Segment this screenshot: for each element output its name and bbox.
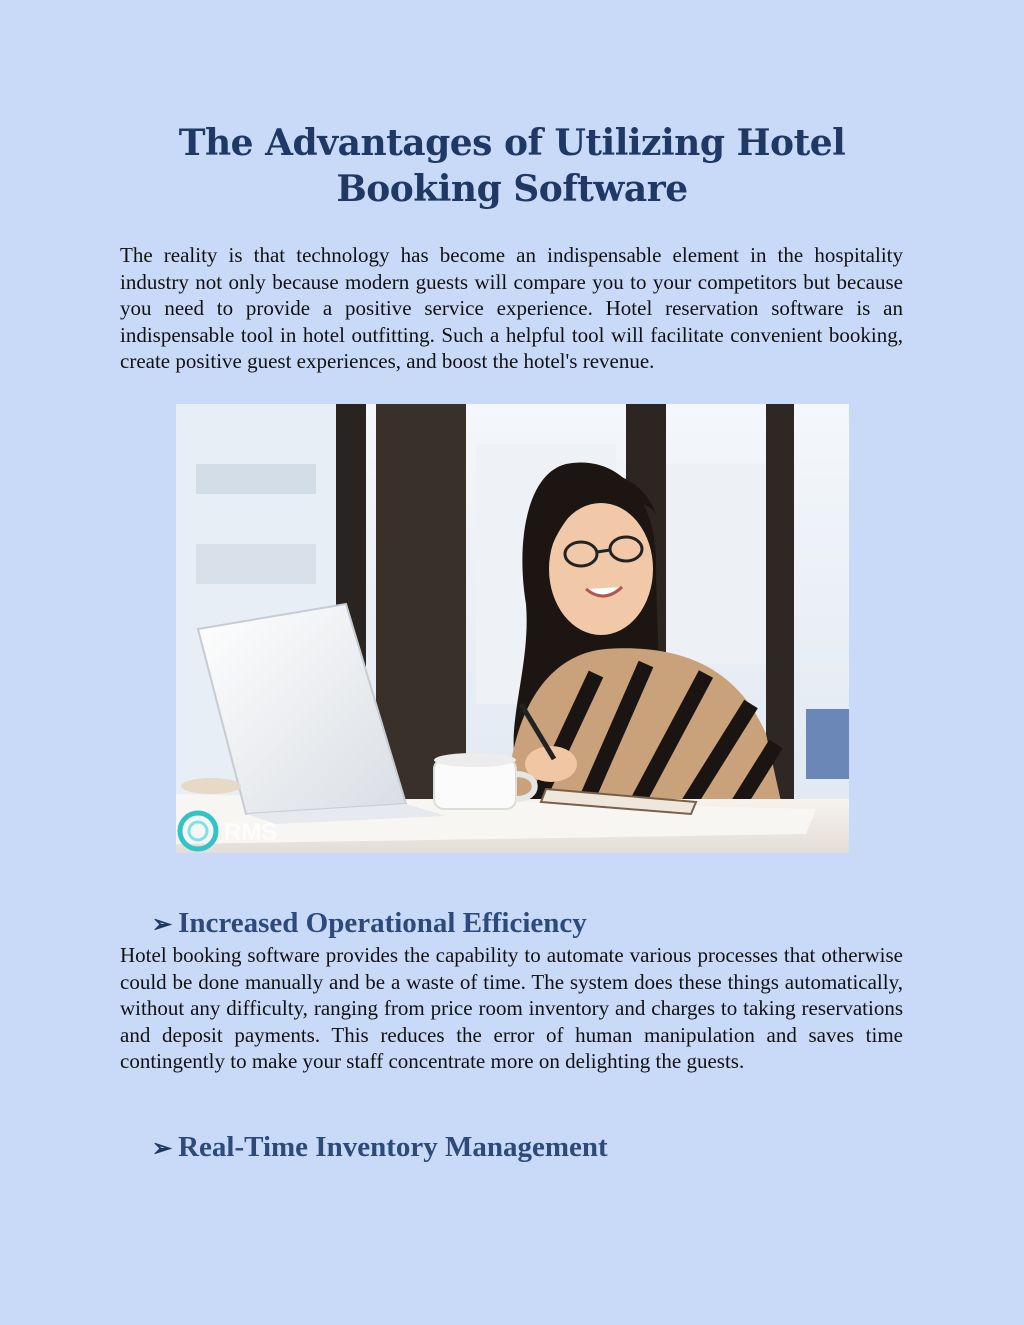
- rms-logo-text: RMS: [224, 819, 278, 846]
- page-title: The Advantages of Utilizing Hotel Booking Software: [178, 122, 846, 210]
- section-heading-text: Increased Operational Efficiency: [178, 907, 587, 939]
- hero-photo: [176, 404, 849, 853]
- section-heading-operational-efficiency: [152, 906, 587, 942]
- arrow-bullet-icon: ➢: [152, 912, 173, 938]
- intro-paragraph: The reality is that technology has become an indispensable element in the hospitality industry not only because modern guests will compare you to your competitors but because you need to provide a positive service experience. Hotel reservation software is an indispensable tool in hotel outfitting. Such a helpful tool will facilitate convenient booking, create positive guest experiences, and boost the hotel's revenue.: [120, 243, 903, 374]
- section-heading-text: Real-Time Inventory Management: [178, 1131, 608, 1163]
- arrow-bullet-icon: ➢: [152, 1136, 173, 1162]
- section-heading-real-time-inventory: [152, 1130, 608, 1166]
- section-paragraph-operational-efficiency: Hotel booking software provides the capability to automate various processes that otherwise could be done manually and be a waste of time. The system does these things automatically, without any difficulty, ranging from price room inventory and charges to taking reservations and deposit payments. This reduces the error of human manipulation and saves time contingently to make your staff concentrate more on delighting the guests.: [120, 943, 903, 1074]
